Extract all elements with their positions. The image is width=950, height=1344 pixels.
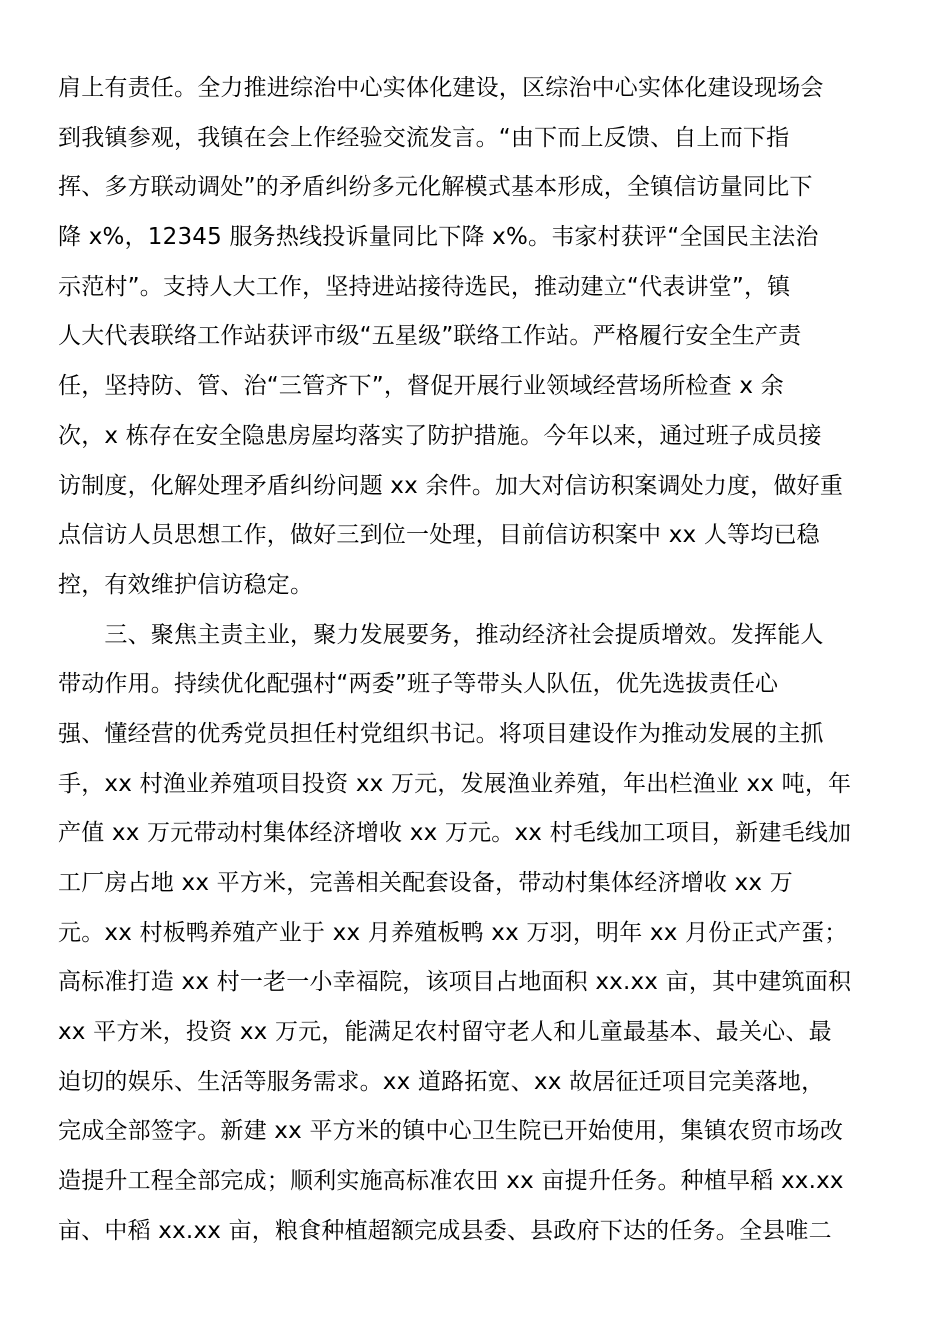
text-line: 人大代表联络工作站获评市级“五星级”联络工作站。严格履行安全生产责 (58, 323, 802, 350)
text-line: 迫切的娱乐、生活等服务需求。xx 道路拓宽、xx 故居征迁项目完美落地， (58, 1068, 825, 1095)
text-line: 造提升工程全部完成；顺利实施高标准农田 xx 亩提升任务。种植早稻 xx.xx (58, 1168, 844, 1195)
text-line: xx 平方米，投资 xx 万元，能满足农村留守老人和儿童最基本、最关心、最 (58, 1019, 832, 1046)
text-line: 访制度，化解处理矛盾纠纷问题 xx 余件。加大对信访积案调处力度，做好重 (58, 472, 844, 499)
body-text (58, 64, 898, 1257)
text-line: 肩上有责任。全力推进综治中心实体化建设，区综治中心实体化建设现场会 (58, 75, 824, 101)
text-line: 任，坚持防、管、治“三管齐下”，督促开展行业领域经营场所检查 x 余 (58, 373, 784, 400)
text-line: 高标准打造 xx 村一老一小幸福院，该项目占地面积 xx.xx 亩，其中建筑面积 (58, 969, 852, 996)
text-line: 示范村”。支持人大工作，坚持进站接待选民，推动建立“代表讲堂”，镇 (58, 273, 791, 300)
text-line: 到我镇参观，我镇在会上作经验交流发言。“由下而上反馈、自上而下指 (58, 124, 790, 151)
text-line: 强、懂经营的优秀党员担任村党组织书记。将项目建设作为推动发展的主抓 (58, 720, 824, 747)
text-line: 次，x 栋存在安全隐患房屋均落实了防护措施。今年以来，通过班子成员接 (58, 422, 822, 449)
text-line: 手，xx 村渔业养殖项目投资 xx 万元，发展渔业养殖，年出栏渔业 xx 吨，年 (58, 770, 852, 797)
text-line: 元。xx 村板鸭养殖产业于 xx 月养殖板鸭 xx 万羽，明年 xx 月份正式产蛋； (58, 919, 848, 946)
text-line: 控，有效维护信访稳定。 (58, 571, 314, 598)
text-line: 亩、中稻 xx.xx 亩，粮食种植超额完成县委、县政府下达的任务。全县唯二 (58, 1217, 832, 1244)
text-line: 降 x%，12345 服务热线投诉量同比下降 x%。韦家村获评“全国民主法治 (58, 224, 819, 251)
text-line: 产值 xx 万元带动村集体经济增收 xx 万元。xx 村毛线加工项目，新建毛线加 (58, 820, 852, 847)
text-line: 完成全部签字。新建 xx 平方米的镇中心卫生院已开始使用，集镇农贸市场改 (58, 1118, 844, 1145)
text-line: 带动作用。持续优化配强村“两委”班子等带头人队伍，优先选拔责任心 (58, 671, 779, 698)
text-line: 点信访人员思想工作，做好三到位一处理，目前信访积案中 xx 人等均已稳 (58, 522, 820, 549)
text-line: 工厂房占地 xx 平方米，完善相关配套设备，带动村集体经济增收 xx 万 (58, 870, 793, 896)
section-heading-line: 三、聚焦主责主业，聚力发展要务，推动经济社会提质增效。发挥能人 (58, 621, 824, 648)
text-line: 挥、多方联动调处”的矛盾纠纷多元化解模式基本形成，全镇信访量同比下 (58, 174, 813, 201)
